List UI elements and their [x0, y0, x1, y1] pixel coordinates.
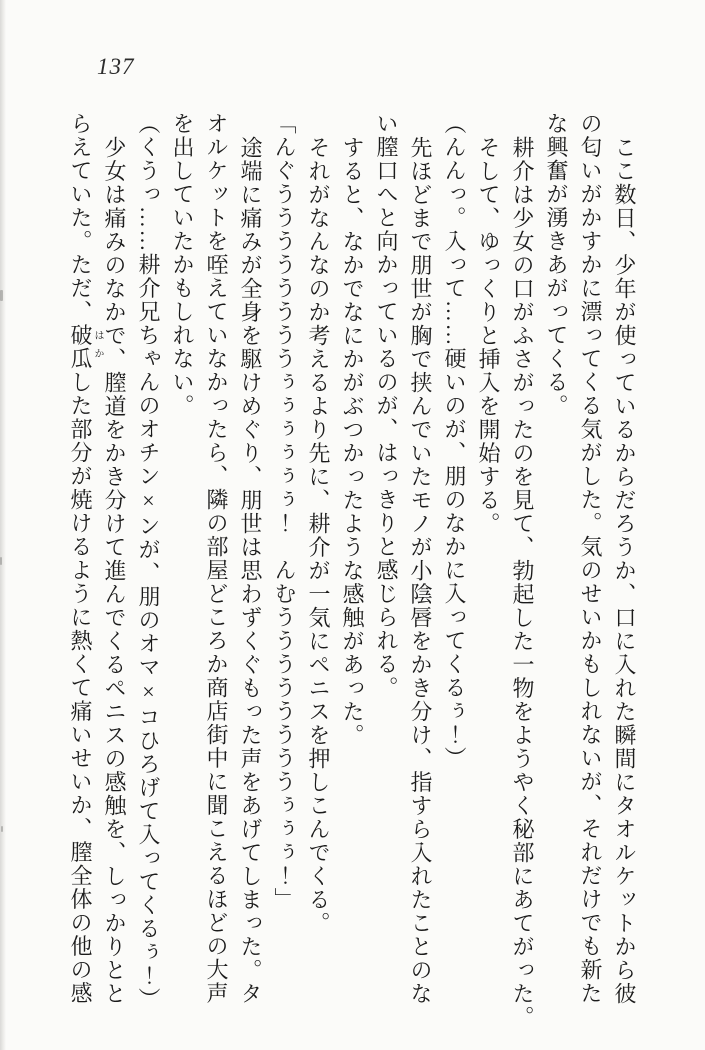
text-column: 少女は痛みのなかで、膣道をかき分けて進んでくるペニスの感触を、しっかりとと [102, 135, 127, 1005]
text-column: 途端に痛みが全身を駆けめぐり、朋世は思わずくぐもった声をあげてしまった。タ [238, 135, 263, 1005]
page-number: 137 [97, 54, 135, 79]
text-column: 先ほどまで朋世が胸で挟んでいたモノが小陰唇をかき分け、指すら入れたことのな [408, 135, 433, 1005]
text-column: （んんっ。入って……硬いのが、朋のなかに入ってくるぅ！） [442, 112, 467, 770]
text-column: らえていた。ただ、破瓜した部分が焼けるように熱くて痛いせいか、膣全体の他の感 [68, 112, 93, 1005]
text-column: い膣口へと向かっているのが、はっきりと感じられる。 [374, 112, 399, 700]
text-column: すると、なかでなにかがぶつかったような感触があった。 [340, 135, 365, 747]
text-column: 「んぐううううううううぅぅぅぅぅぅ！ んむううううううううぅぅぅ！」 [272, 112, 297, 911]
scan-speck [0, 290, 3, 301]
text-column: の匂いがかすかに漂ってくる気がした。気のせいかもしれないが、それだけでも新た [578, 112, 603, 1005]
scan-speck [1, 826, 3, 832]
text-column: それがなんなのか考えるより先に、耕介が一気にペニスを押しこんでくる。 [306, 135, 331, 935]
text-column: （くうっ……耕介兄ちゃんのオチン×ンが、朋のオマ×コひろげて入ってくるぅ！） [136, 112, 161, 1011]
text-column: を出していたかもしれない。 [170, 112, 195, 418]
scan-edge-shadow [0, 0, 6, 1050]
text-column: オルケットを咥えていなかったら、隣の部屋どころか商店街中に聞こえるほどの大声 [204, 112, 229, 1005]
scan-speck [0, 557, 2, 565]
vertical-text-block [63, 112, 641, 1042]
text-column: な興奮が湧きあがってくる。 [544, 112, 569, 418]
text-column: そして、ゆっくりと挿入を開始する。 [476, 135, 501, 535]
text-column: ここ数日、少年が使っているからだろうか、口に入れた瞬間にタオルケットから彼 [612, 135, 637, 1005]
text-column: 耕介は少女の口がふさがったのを見て、勃起した一物をようやく秘部にあてがった。 [510, 135, 535, 1029]
furigana-annotation: はか [92, 330, 103, 366]
